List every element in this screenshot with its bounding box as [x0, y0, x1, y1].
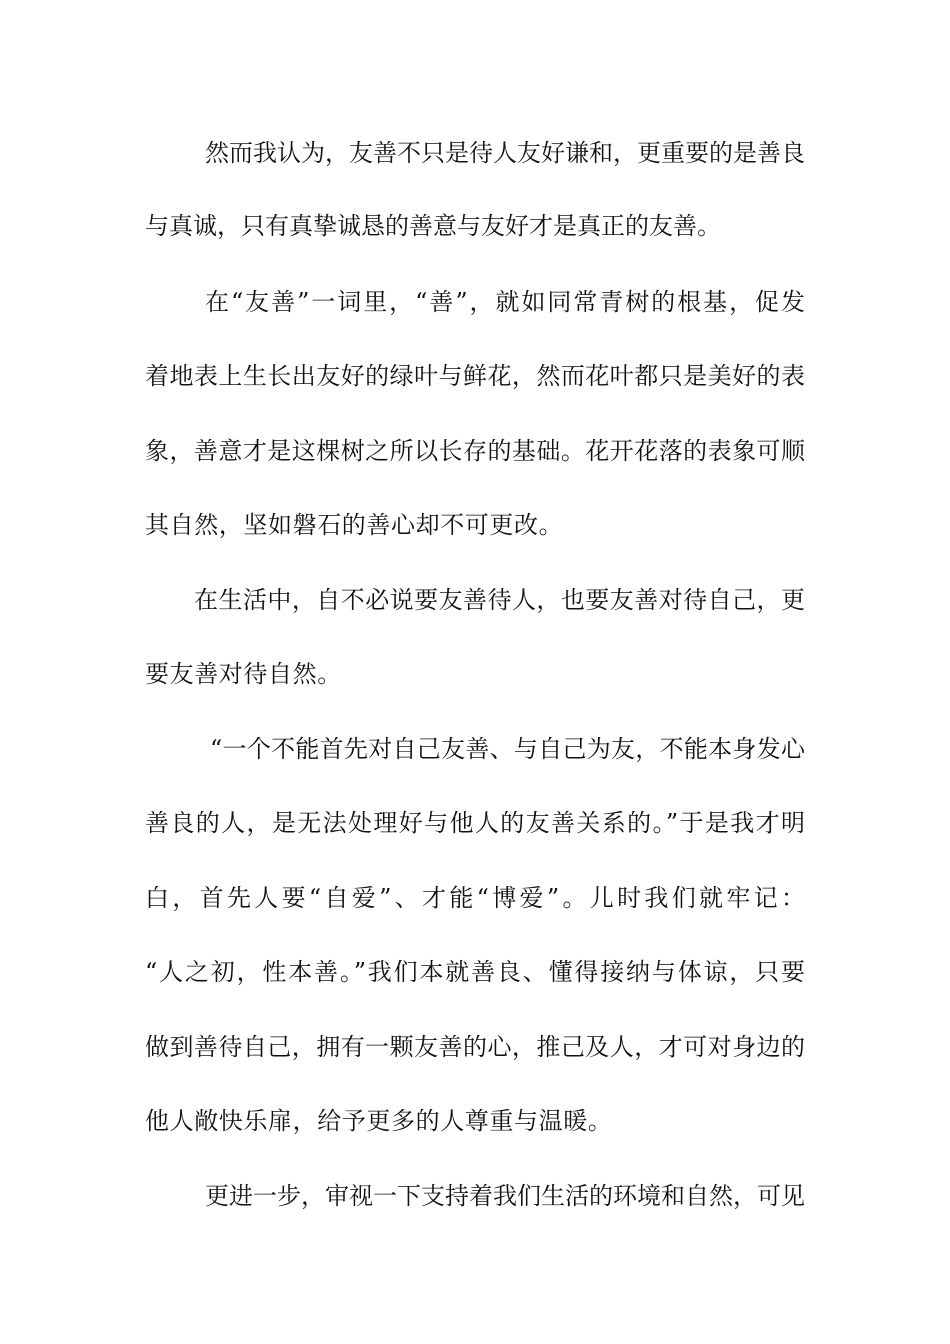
text-line: 在“友善”一词里，“善”，就如同常青树的根基，促发: [205, 288, 805, 316]
text-line: 他人敞快乐扉，给予更多的人尊重与温暖。: [145, 1107, 613, 1135]
text-line: “一个不能首先对自己友善、与自己为友，不能本身发心: [210, 735, 805, 763]
text-line: 着地表上生长出友好的绿叶与鲜花，然而花叶都只是美好的表: [145, 362, 805, 390]
text-line: 要友善对待自然。: [145, 660, 342, 688]
text-line: 在生活中，自不必说要友善待人，也要友善对待自己，更: [194, 586, 805, 614]
text-line: 白，首先人要“自爱”、才能“博爱”。儿时我们就牢记：: [145, 884, 805, 912]
text-line: 其自然，坚如磐石的善心却不可更改。: [145, 511, 564, 539]
text-line: 更进一步，审视一下支持着我们生活的环境和自然，可见: [205, 1182, 805, 1210]
text-line: “人之初，性本善。”我们本就善良、懂得接纳与体谅，只要: [145, 958, 805, 986]
text-line: 与真诚，只有真挚诚恳的善意与友好才是真正的友善。: [145, 212, 721, 240]
text-line: 做到善待自己，拥有一颗友善的心，推己及人，才可对身边的: [145, 1033, 805, 1061]
text-line: 善良的人，是无法处理好与他人的友善关系的。”于是我才明: [145, 809, 805, 837]
text-line: 然而我认为，友善不只是待人友好谦和，更重要的是善良: [205, 139, 805, 167]
text-line: 象，善意才是这棵树之所以长存的基础。花开花落的表象可顺: [145, 437, 805, 465]
